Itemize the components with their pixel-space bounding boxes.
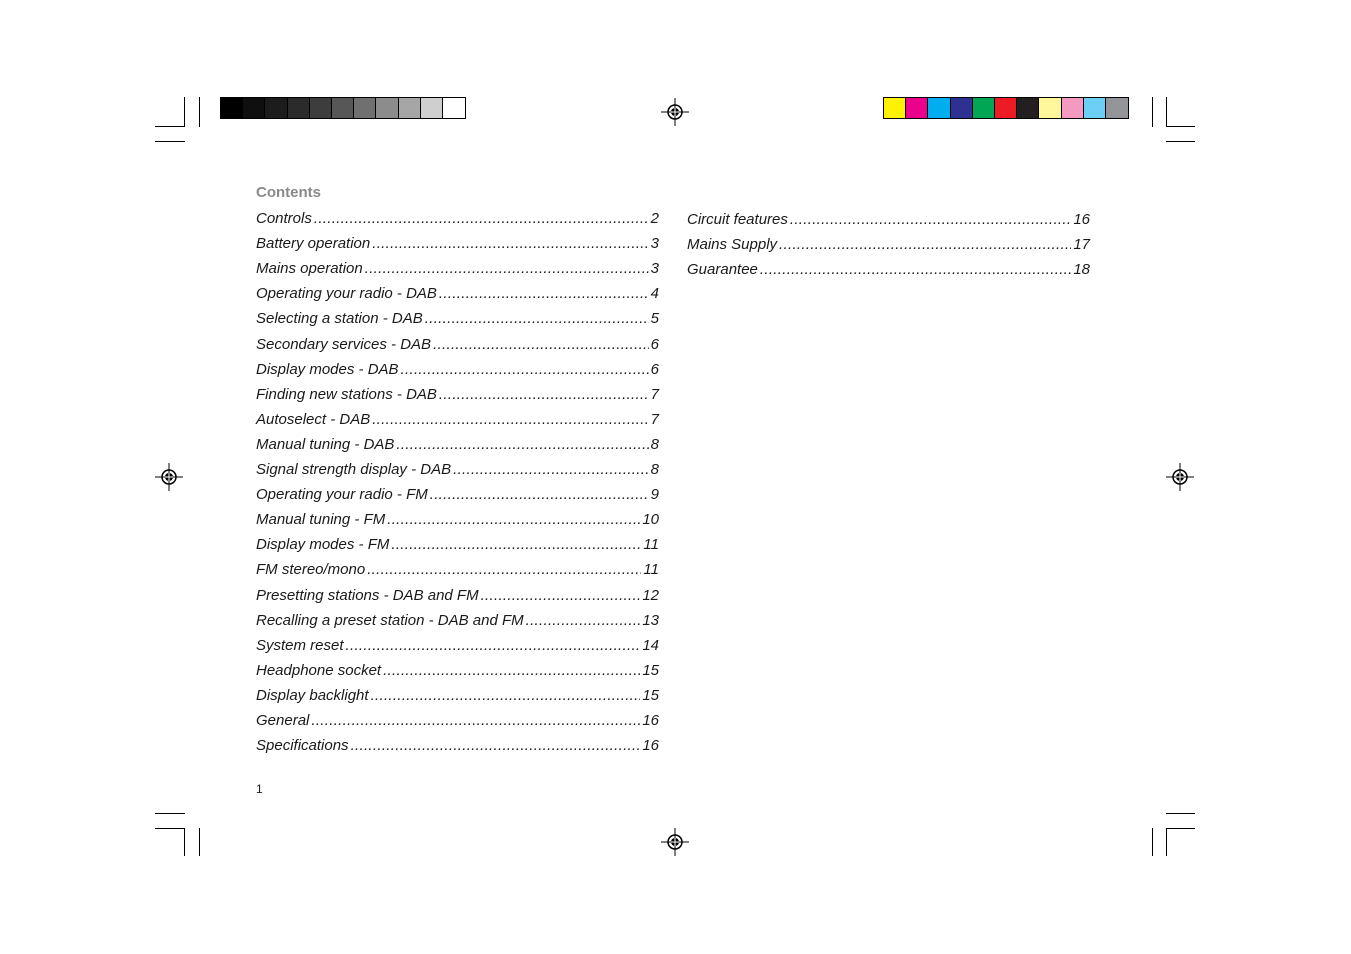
toc-entry-page: 11 xyxy=(643,536,659,554)
color-swatch xyxy=(906,98,928,118)
toc-entry-label: Circuit features xyxy=(687,211,788,228)
color-swatch xyxy=(1039,98,1061,118)
toc-left-column xyxy=(256,210,659,755)
toc-dot-leader xyxy=(790,211,1071,228)
color-swatch xyxy=(221,98,243,118)
toc-dot-leader xyxy=(391,536,641,553)
toc-entry-label: Manual tuning - DAB xyxy=(256,435,395,453)
color-swatch xyxy=(288,98,310,118)
toc-dot-leader xyxy=(779,236,1071,253)
toc-dot-leader xyxy=(439,386,649,403)
toc-entry-page: 3 xyxy=(650,260,659,278)
toc-entry[interactable] xyxy=(256,411,659,431)
toc-entry-label: Manual tuning - FM xyxy=(256,511,386,529)
toc-entry[interactable] xyxy=(256,336,659,356)
toc-entry-label: Display backlight xyxy=(256,686,369,704)
toc-entry[interactable] xyxy=(256,587,659,607)
toc-entry-page: 14 xyxy=(642,636,659,654)
toc-dot-leader xyxy=(453,461,649,478)
toc-dot-leader xyxy=(760,261,1071,278)
toc-entry[interactable] xyxy=(256,712,659,732)
toc-dot-leader xyxy=(430,486,649,503)
toc-entry-label: Recalling a preset station - DAB and FM xyxy=(256,611,524,629)
toc-entry-label: Operating your radio - FM xyxy=(256,486,428,504)
toc-entry-page: 12 xyxy=(642,586,659,604)
toc-entry-page: 7 xyxy=(650,385,659,403)
toc-entry-label: Mains operation xyxy=(256,260,363,278)
crop-mark xyxy=(1166,141,1195,142)
crop-mark xyxy=(1166,828,1195,829)
toc-entry-page: 8 xyxy=(650,435,659,453)
toc-entry-label: Finding new stations - DAB xyxy=(256,385,437,403)
toc-entry[interactable] xyxy=(687,236,1090,256)
crop-mark xyxy=(184,828,185,856)
toc-entry-label: Display modes - DAB xyxy=(256,360,399,378)
color-swatch xyxy=(332,98,354,118)
toc-entry-label: Headphone socket xyxy=(256,661,382,679)
toc-dot-leader xyxy=(383,662,640,679)
color-swatch xyxy=(399,98,421,118)
toc-dot-leader xyxy=(314,210,649,227)
crop-mark xyxy=(1152,97,1153,127)
crop-mark xyxy=(155,813,185,814)
toc-dot-leader xyxy=(401,361,649,378)
toc-entry-label: System reset xyxy=(256,636,344,654)
toc-dot-leader xyxy=(372,411,648,428)
color-swatch xyxy=(1062,98,1084,118)
toc-entry-label: Secondary services - DAB xyxy=(256,335,432,353)
color-swatch xyxy=(443,98,465,118)
crop-mark xyxy=(199,828,200,856)
crop-mark xyxy=(1166,97,1167,127)
toc-entry-label: FM stereo/mono xyxy=(256,561,366,579)
toc-entry-label: Battery operation xyxy=(256,235,371,253)
toc-dot-leader xyxy=(367,561,641,578)
toc-entry[interactable] xyxy=(256,662,659,682)
toc-dot-leader xyxy=(425,310,649,327)
crop-mark xyxy=(1166,828,1167,856)
toc-entry-page: 5 xyxy=(650,310,659,328)
toc-dot-leader xyxy=(481,587,641,604)
toc-entry[interactable] xyxy=(256,210,659,230)
toc-entry-page: 10 xyxy=(642,511,659,529)
color-swatch xyxy=(310,98,332,118)
toc-entry-page: 16 xyxy=(1073,211,1090,228)
crop-mark xyxy=(155,126,185,127)
toc-entry[interactable] xyxy=(256,687,659,707)
toc-right-column xyxy=(687,211,1090,291)
toc-dot-leader xyxy=(311,712,640,729)
color-swatch xyxy=(884,98,906,118)
toc-entry[interactable] xyxy=(256,461,659,481)
crop-mark xyxy=(199,97,200,127)
toc-entry-page: 4 xyxy=(650,285,659,303)
toc-entry[interactable] xyxy=(687,261,1090,281)
toc-entry[interactable] xyxy=(256,561,659,581)
color-swatch xyxy=(376,98,398,118)
color-swatch xyxy=(1084,98,1106,118)
toc-dot-leader xyxy=(439,285,649,302)
page-title: Contents xyxy=(256,184,321,201)
toc-entry[interactable] xyxy=(256,361,659,381)
toc-entry[interactable] xyxy=(256,536,659,556)
toc-dot-leader xyxy=(372,235,648,252)
toc-entry-page: 16 xyxy=(642,737,659,755)
color-swatch xyxy=(995,98,1017,118)
toc-dot-leader xyxy=(526,612,641,629)
toc-entry-page: 16 xyxy=(642,712,659,729)
toc-entry[interactable] xyxy=(256,737,659,757)
crop-mark xyxy=(155,828,185,829)
toc-entry-label: General xyxy=(256,712,310,729)
toc-entry-page: 17 xyxy=(1073,236,1090,254)
color-swatch xyxy=(973,98,995,118)
toc-entry-page: 6 xyxy=(650,335,659,353)
toc-entry-page: 8 xyxy=(650,461,659,478)
toc-dot-leader xyxy=(371,687,641,704)
toc-entry-page: 15 xyxy=(642,661,659,679)
toc-entry-label: Guarantee xyxy=(687,261,758,279)
color-swatch xyxy=(951,98,973,118)
toc-entry-label: Mains Supply xyxy=(687,236,778,254)
color-swatch xyxy=(354,98,376,118)
color-calibration-strip xyxy=(883,97,1129,119)
toc-entry[interactable] xyxy=(687,211,1090,231)
page-number: 1 xyxy=(256,782,263,796)
toc-dot-leader xyxy=(346,637,641,654)
crop-mark xyxy=(184,97,185,127)
color-swatch xyxy=(1017,98,1039,118)
toc-entry[interactable] xyxy=(256,310,659,330)
color-swatch xyxy=(243,98,265,118)
color-swatch xyxy=(421,98,443,118)
toc-dot-leader xyxy=(351,737,641,754)
toc-entry-page: 7 xyxy=(650,410,659,428)
toc-dot-leader xyxy=(365,260,649,277)
toc-entry-label: Autoselect - DAB xyxy=(256,410,371,428)
toc-entry-label: Presetting stations - DAB and FM xyxy=(256,586,479,604)
grayscale-calibration-strip xyxy=(220,97,466,119)
toc-entry-label: Controls xyxy=(256,210,312,227)
toc-entry-page: 3 xyxy=(650,235,659,253)
toc-entry[interactable] xyxy=(256,285,659,305)
crop-mark xyxy=(1166,813,1195,814)
color-swatch xyxy=(928,98,950,118)
toc-entry[interactable] xyxy=(256,235,659,255)
toc-entry-page: 13 xyxy=(642,611,659,629)
toc-entry-label: Display modes - FM xyxy=(256,536,390,554)
toc-entry-label: Selecting a station - DAB xyxy=(256,310,423,328)
toc-entry-page: 2 xyxy=(650,210,659,227)
registration-mark-icon xyxy=(155,463,183,491)
toc-entry-page: 9 xyxy=(650,486,659,504)
toc-entry[interactable] xyxy=(256,637,659,657)
toc-entry[interactable] xyxy=(256,260,659,280)
toc-entry-label: Operating your radio - DAB xyxy=(256,285,437,303)
toc-entry-page: 18 xyxy=(1073,261,1090,279)
toc-entry[interactable] xyxy=(256,612,659,632)
toc-entry[interactable] xyxy=(256,386,659,406)
toc-entry[interactable] xyxy=(256,436,659,456)
crop-mark xyxy=(1166,126,1195,127)
toc-entry-page: 11 xyxy=(643,561,659,579)
toc-entry[interactable] xyxy=(256,511,659,531)
color-swatch xyxy=(265,98,287,118)
toc-entry-label: Signal strength display - DAB xyxy=(256,461,452,478)
registration-mark-icon xyxy=(661,98,689,126)
registration-mark-icon xyxy=(661,828,689,856)
registration-mark-icon xyxy=(1166,463,1194,491)
toc-entry-page: 6 xyxy=(650,360,659,378)
toc-dot-leader xyxy=(433,336,649,353)
toc-entry-page: 15 xyxy=(642,686,659,704)
crop-mark xyxy=(155,141,185,142)
toc-dot-leader xyxy=(396,436,648,453)
toc-dot-leader xyxy=(387,511,640,528)
toc-entry[interactable] xyxy=(256,486,659,506)
toc-entry-label: Specifications xyxy=(256,737,349,755)
color-swatch xyxy=(1106,98,1128,118)
crop-mark xyxy=(1152,828,1153,856)
